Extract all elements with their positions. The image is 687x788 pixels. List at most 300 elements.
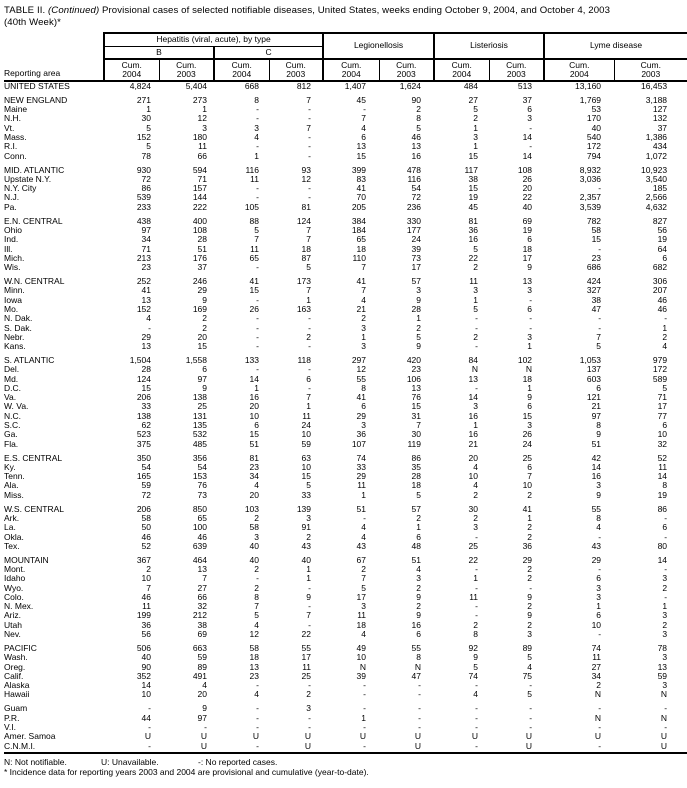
table-title-text: Provisional cases of selected notifiable diseases, United States, weeks ending October 9, 2004, and October 4, 2003 [102, 5, 611, 16]
value-cell: 41 [356, 276, 367, 287]
value-cell: 2,357 [579, 192, 602, 203]
value-cell: 3 [473, 285, 479, 296]
value-cell: 11 [357, 480, 367, 491]
value-cell: 18 [301, 243, 312, 254]
value-cell: - [308, 364, 312, 375]
value-cell: - [148, 721, 151, 732]
value-cell: 56 [657, 224, 668, 235]
value-cell: 72 [411, 192, 422, 203]
value-cell: 17 [411, 262, 422, 273]
value-cell: 15 [356, 150, 367, 161]
reporting-area-cell: NEW ENGLAND [4, 94, 68, 105]
value-cell: 15 [249, 285, 259, 296]
reporting-area-cell: N.J. [4, 192, 20, 203]
value-cell: 5 [254, 610, 259, 621]
value-cell: 157 [192, 183, 207, 194]
value-cell: 30 [141, 113, 151, 124]
value-cell: 9 [202, 703, 207, 714]
value-cell: - [104, 742, 159, 753]
value-cell: 3 [254, 122, 259, 133]
table-row [4, 584, 687, 593]
value-cell: 3 [361, 420, 367, 431]
value-cell: 1 [254, 150, 259, 161]
value-cell: - [529, 141, 533, 152]
table-row [4, 365, 687, 374]
value-cell: 65 [356, 234, 367, 245]
value-cell: 7 [416, 420, 422, 431]
value-cell: 78 [657, 642, 668, 653]
value-cell: 1 [527, 341, 533, 352]
col-group-lyme-disease: Lyme disease [544, 33, 687, 59]
value-cell: - [363, 512, 367, 523]
value-cell: - [308, 192, 312, 203]
table-row [4, 672, 687, 681]
value-cell: 11 [357, 610, 367, 621]
value-cell: 2 [527, 573, 533, 584]
value-cell: 3,540 [645, 173, 668, 184]
value-cell: 20 [197, 331, 207, 342]
value-cell: - [598, 703, 602, 714]
value-cell: - [363, 703, 367, 714]
value-cell: 8 [416, 652, 422, 663]
value-cell: 2 [361, 564, 367, 574]
reporting-area-cell: Tex. [4, 540, 20, 551]
value-cell: - [308, 619, 312, 630]
value-cell: 8 [254, 94, 259, 105]
value-cell: 110 [352, 252, 367, 263]
value-cell: 19 [657, 234, 668, 245]
value-cell: 4,632 [645, 201, 668, 212]
table-row [4, 305, 687, 314]
value-cell: 5 [361, 582, 367, 593]
reporting-area-cell: S. ATLANTIC [4, 354, 55, 365]
value-cell: 42 [591, 452, 602, 463]
value-cell: 55 [591, 503, 602, 514]
value-cell: 352 [136, 670, 151, 681]
value-cell: 12 [356, 364, 367, 375]
value-cell: 53 [591, 104, 602, 115]
value-cell: 55 [411, 642, 422, 653]
table-row [4, 142, 687, 151]
value-cell: 3 [306, 703, 312, 714]
value-cell: 8 [254, 591, 259, 602]
value-cell: 35 [411, 461, 422, 472]
value-cell: 51 [249, 438, 259, 449]
value-cell: 10 [141, 573, 151, 584]
value-cell: 163 [296, 303, 312, 314]
table-row [4, 681, 687, 690]
value-cell: 2 [306, 331, 312, 342]
value-cell: 78 [141, 150, 151, 161]
value-cell: - [598, 564, 602, 574]
reporting-area-cell: Miss. [4, 489, 24, 500]
reporting-area-cell: Alaska [4, 680, 30, 691]
value-cell: U [660, 731, 668, 742]
value-cell: 13 [411, 141, 422, 152]
reporting-area-cell: Mo. [4, 303, 19, 314]
value-cell: 2 [662, 582, 668, 593]
reporting-area-cell: La. [4, 522, 16, 533]
value-cell: 11 [302, 661, 312, 672]
value-cell: - [475, 712, 479, 723]
table-row [4, 296, 687, 305]
value-cell: 5 [416, 122, 422, 133]
value-cell: 10 [301, 429, 312, 440]
value-cell: 20 [249, 489, 259, 500]
value-cell: - [475, 680, 479, 691]
value-cell: 3 [361, 601, 367, 612]
value-cell: 4 [254, 689, 259, 700]
value-cell: 5 [473, 104, 479, 115]
value-cell: 65 [197, 512, 207, 523]
value-cell: - [598, 243, 602, 254]
table-row [4, 402, 687, 411]
value-cell: - [214, 742, 269, 753]
value-cell: 65 [249, 252, 259, 263]
value-cell: 25 [301, 670, 312, 681]
value-cell: - [664, 721, 668, 732]
reporting-area-cell: Ohio [4, 224, 22, 235]
value-cell: 97 [197, 373, 207, 384]
value-cell: 205 [351, 201, 367, 212]
value-cell: 49 [356, 642, 367, 653]
value-cell: 9 [416, 341, 422, 352]
value-cell: 80 [657, 540, 668, 551]
table-row [4, 91, 687, 105]
value-cell: - [363, 721, 367, 732]
value-cell: 15 [141, 382, 151, 393]
value-cell: 50 [141, 522, 151, 533]
table-title-label: TABLE II. [4, 5, 46, 16]
value-cell: 794 [586, 150, 602, 161]
value-cell: 464 [192, 554, 207, 565]
value-cell: - [598, 183, 602, 194]
value-cell: 71 [197, 173, 207, 184]
value-cell: 46 [657, 303, 668, 314]
value-cell: 41 [356, 392, 367, 403]
value-cell: 3 [306, 512, 312, 523]
reporting-area-cell: N.Y. City [4, 183, 37, 194]
value-cell: 81 [249, 452, 259, 463]
reporting-area-cell: N. Mex. [4, 601, 34, 612]
reporting-area-cell: Fla. [4, 438, 19, 449]
table-row [4, 263, 687, 272]
value-cell: 6 [527, 401, 533, 412]
value-cell: 7 [254, 601, 259, 612]
table-row [4, 472, 687, 481]
value-cell: 40 [141, 652, 151, 663]
value-cell: 36 [468, 224, 479, 235]
table-row [4, 384, 687, 393]
value-cell: 18 [249, 652, 259, 663]
value-cell: 54 [141, 461, 151, 472]
value-cell: 89 [522, 642, 533, 653]
value-cell: - [256, 573, 259, 584]
table-row [4, 324, 687, 333]
reporting-area-cell: PACIFIC [4, 642, 37, 653]
value-cell: - [475, 582, 479, 593]
value-cell: 3 [527, 629, 533, 640]
value-cell: 14 [468, 392, 479, 403]
value-cell: N [359, 661, 367, 672]
value-cell: 3 [596, 480, 602, 491]
value-cell: 1 [473, 141, 479, 152]
value-cell: 1,386 [645, 132, 668, 143]
value-cell: 10 [356, 652, 367, 663]
value-cell: 33 [301, 489, 312, 500]
value-cell: 2,566 [645, 192, 668, 203]
value-cell: 37 [522, 94, 533, 105]
value-cell: 491 [192, 670, 207, 681]
value-cell: 7 [527, 471, 533, 482]
table-row [4, 593, 687, 602]
reporting-area-cell: D.C. [4, 382, 21, 393]
value-cell: 27 [591, 661, 602, 672]
value-cell: 1 [473, 573, 479, 584]
value-cell: 169 [192, 303, 207, 314]
value-cell: 782 [586, 215, 602, 226]
value-cell: 10 [657, 429, 668, 440]
value-cell: 3 [527, 331, 533, 342]
reporting-area-cell: Amer. Samoa [4, 731, 56, 742]
value-cell: 6 [662, 522, 668, 533]
table-row [4, 226, 687, 235]
value-cell: 18 [356, 243, 367, 254]
value-cell: 48 [411, 540, 422, 551]
col-header-lyme-cum-2004: Cum. 2004 [544, 59, 614, 81]
value-cell: 137 [586, 364, 602, 375]
value-cell: 523 [136, 429, 151, 440]
reporting-area-cell: Guam [4, 703, 28, 714]
value-cell: 19 [522, 224, 533, 235]
value-cell: 3,188 [645, 94, 668, 105]
value-cell: 54 [411, 183, 422, 194]
reporting-area-cell: Ind. [4, 234, 19, 245]
value-cell: 86 [411, 452, 422, 463]
value-cell: 127 [652, 104, 668, 115]
value-cell: 2 [596, 680, 602, 691]
reporting-area-cell: Kans. [4, 341, 26, 352]
value-cell: 212 [192, 610, 207, 621]
value-cell: - [256, 313, 259, 324]
value-cell: - [256, 680, 259, 691]
value-cell: 3 [361, 341, 367, 352]
value-cell: - [363, 104, 367, 115]
value-cell: 34 [249, 471, 259, 482]
table-row [4, 351, 687, 365]
value-cell: 22 [468, 252, 479, 263]
value-cell: - [664, 313, 668, 324]
value-cell: 306 [652, 276, 668, 287]
value-cell: U [489, 742, 544, 753]
value-cell: 84 [468, 354, 479, 365]
value-cell: 3 [527, 285, 533, 296]
table-row [4, 514, 687, 523]
value-cell: 3 [416, 573, 422, 584]
value-cell: - [308, 150, 312, 161]
value-cell: 2 [361, 313, 367, 324]
value-cell: 14 [249, 373, 259, 384]
reporting-area-cell: W. Va. [4, 401, 29, 412]
value-cell: 485 [192, 438, 207, 449]
table-row [4, 463, 687, 472]
table-row [4, 203, 687, 212]
value-cell: 74 [356, 452, 367, 463]
value-cell: 26 [249, 303, 259, 314]
col-group-hepatitis: Hepatitis (viral, acute), by type [104, 33, 323, 46]
value-cell: 9 [202, 294, 207, 305]
value-cell: U [359, 731, 367, 742]
value-cell: 21 [468, 438, 479, 449]
value-cell: 10 [141, 689, 151, 700]
table-row [4, 105, 687, 114]
value-cell: 55 [301, 642, 312, 653]
value-cell: 15 [468, 150, 479, 161]
value-cell: 36 [356, 429, 367, 440]
value-cell: 52 [141, 540, 151, 551]
value-cell: 15 [591, 234, 602, 245]
value-cell: 25 [522, 452, 533, 463]
value-cell: 7 [361, 113, 367, 124]
value-cell: 420 [406, 354, 422, 365]
value-cell: 124 [136, 373, 151, 384]
table-row [4, 161, 687, 175]
value-cell: 118 [297, 354, 312, 365]
reporting-area-cell: Ala. [4, 480, 19, 491]
table-row [4, 235, 687, 244]
table-row [4, 500, 687, 514]
value-cell: 2 [202, 313, 207, 324]
value-cell: 668 [244, 81, 259, 91]
value-cell: U [525, 731, 533, 742]
value-cell: 484 [463, 81, 479, 91]
value-cell: 28 [411, 471, 422, 482]
table-row [4, 574, 687, 583]
value-cell: 41 [141, 285, 151, 296]
reporting-area-cell: E.S. CENTRAL [4, 452, 63, 463]
value-cell: 1,072 [645, 150, 668, 161]
value-cell: 9 [416, 294, 422, 305]
value-cell: 97 [141, 224, 151, 235]
value-cell: 102 [517, 354, 533, 365]
value-cell: 5 [146, 122, 151, 133]
value-cell: 11 [592, 652, 602, 663]
value-cell: 23 [591, 252, 602, 263]
value-cell: 3 [361, 322, 367, 333]
value-cell: N [594, 712, 602, 723]
col-header-listeriosis-cum-2003: Cum. 2003 [489, 59, 544, 81]
value-cell: - [256, 113, 259, 124]
value-cell: 23 [249, 461, 259, 472]
value-cell: 117 [464, 164, 479, 175]
value-cell: - [434, 742, 489, 753]
value-cell: - [529, 703, 533, 714]
table-row [4, 245, 687, 254]
value-cell: - [256, 192, 259, 203]
value-cell: 4 [361, 522, 367, 533]
value-cell: 1 [416, 313, 422, 324]
value-cell: 12 [249, 629, 259, 640]
value-cell: 23 [141, 262, 151, 273]
value-cell: 850 [192, 503, 207, 514]
value-cell: 138 [136, 410, 151, 421]
value-cell: 5 [254, 224, 259, 235]
table-row [4, 611, 687, 620]
table-row [4, 314, 687, 323]
value-cell: 165 [136, 471, 151, 482]
value-cell: 29 [356, 410, 367, 421]
value-cell: 56 [141, 629, 151, 640]
reporting-area-cell: UNITED STATES [4, 81, 70, 91]
value-cell: 7 [361, 285, 367, 296]
value-cell: 4 [473, 689, 479, 700]
value-cell: 46 [141, 531, 151, 542]
table-title [4, 5, 676, 28]
reporting-area-cell: Utah [4, 619, 22, 630]
value-cell: 144 [192, 192, 207, 203]
value-cell: - [256, 262, 259, 273]
reporting-area-cell: Maine [4, 104, 28, 115]
value-cell: 4 [146, 313, 151, 324]
value-cell: 3,539 [579, 201, 602, 212]
value-cell: 29 [197, 285, 207, 296]
value-cell: U [200, 731, 207, 742]
table-title-continued: (Continued) [48, 5, 100, 16]
table-row [4, 175, 687, 184]
value-cell: 4 [254, 619, 259, 630]
value-cell: 7 [306, 224, 312, 235]
value-cell: 5 [146, 141, 151, 152]
reporting-area-cell: Mont. [4, 564, 26, 574]
value-cell: 59 [141, 480, 151, 491]
table-row [4, 523, 687, 532]
table-row [4, 254, 687, 263]
value-cell: 28 [197, 234, 207, 245]
reporting-area-cell: MOUNTAIN [4, 554, 49, 565]
col-header-lyme-cum-2003: Cum. 2003 [614, 59, 687, 81]
value-cell: 36 [141, 619, 151, 630]
value-cell: 51 [591, 438, 602, 449]
table-body [4, 81, 687, 753]
value-cell: 1 [361, 489, 367, 500]
table-row [4, 551, 687, 565]
value-cell: 17 [301, 652, 312, 663]
value-cell: 116 [245, 164, 259, 175]
reporting-area-header: Reporting area [4, 33, 104, 81]
table-row [4, 663, 687, 672]
value-cell: 13 [249, 661, 259, 672]
value-cell: 5 [306, 262, 312, 273]
value-cell: 86 [657, 503, 668, 514]
value-cell: 2 [527, 601, 533, 612]
value-cell: 3 [254, 531, 259, 542]
value-cell: - [475, 721, 479, 732]
value-cell: 45 [468, 201, 479, 212]
value-cell: 594 [192, 164, 207, 175]
value-cell: 17 [657, 401, 668, 412]
value-cell: - [664, 531, 668, 542]
value-cell: - [308, 141, 312, 152]
value-cell: - [664, 564, 668, 574]
value-cell: 83 [356, 173, 367, 184]
value-cell: 17 [356, 591, 367, 602]
value-cell: - [529, 322, 533, 333]
value-cell: 9 [527, 392, 533, 403]
table-row [4, 491, 687, 500]
value-cell: 67 [356, 554, 367, 565]
value-cell: 177 [406, 224, 422, 235]
reporting-area-cell: Ky. [4, 461, 16, 472]
